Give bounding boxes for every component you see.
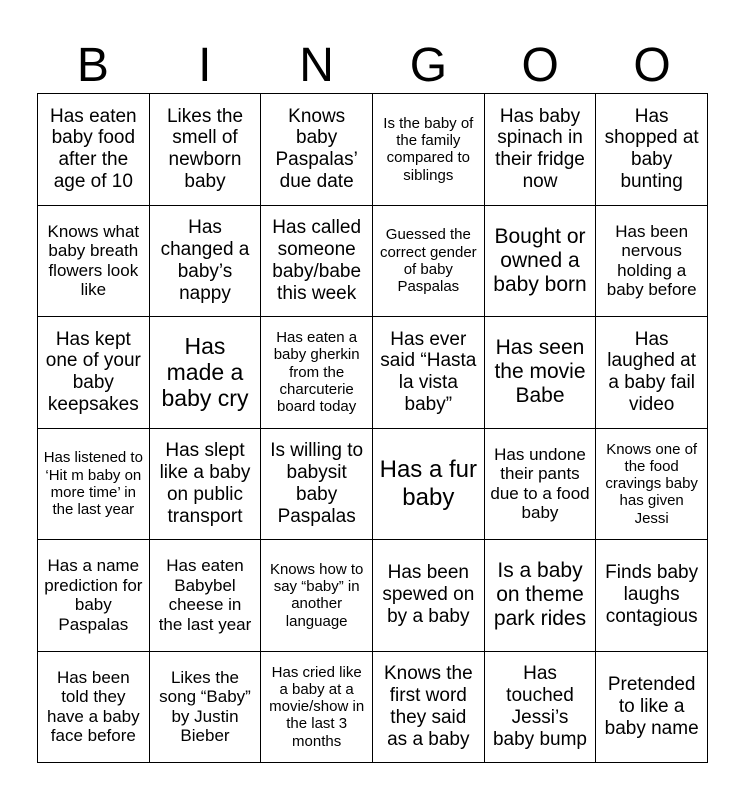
cell-text: Knows what baby breath flowers look like (47, 221, 140, 300)
cell-text: Has slept like a baby on public transport (159, 440, 251, 527)
bingo-cell[interactable] (150, 540, 262, 652)
cell-text: Has seen the movie Babe (494, 336, 586, 408)
bingo-cell[interactable] (38, 429, 150, 541)
cell-text: Has made a baby cry (161, 332, 249, 412)
cell-text: Knows baby Paspalas’ due date (275, 105, 358, 193)
bingo-cell[interactable] (596, 429, 708, 541)
bingo-cell[interactable] (150, 94, 262, 206)
header-letter: B (76, 39, 109, 92)
bingo-cell[interactable] (150, 206, 262, 318)
bingo-cell[interactable] (261, 206, 373, 318)
bingo-cell[interactable] (373, 540, 485, 652)
bingo-cell[interactable] (596, 652, 708, 764)
bingo-cell[interactable] (38, 652, 150, 764)
bingo-cell[interactable] (373, 94, 485, 206)
cell-text: Is willing to babysit baby Paspalas (270, 440, 364, 527)
cell-text: Knows the first word they said as a baby (383, 663, 473, 750)
cell-text: Bought or owned a baby born (493, 224, 587, 296)
bingo-cell[interactable] (596, 206, 708, 318)
bingo-cell[interactable] (373, 429, 485, 541)
bingo-cell[interactable] (485, 429, 597, 541)
cell-text: Likes the smell of newborn baby (166, 105, 244, 193)
cell-text: Has been spewed on by a baby (382, 562, 475, 628)
cell-text: Has touched Jessi’s baby bump (492, 663, 587, 750)
bingo-cell[interactable] (261, 94, 373, 206)
cell-text: Has a name prediction for baby Paspalas (44, 556, 143, 634)
cell-text: Finds baby laughs contagious (605, 562, 699, 628)
cell-text: Is a baby on theme park rides (493, 559, 587, 631)
bingo-cell[interactable] (485, 94, 597, 206)
cell-text: Pretended to like a baby name (604, 673, 699, 739)
cell-text: Has a fur baby (379, 456, 477, 511)
bingo-cell[interactable] (485, 206, 597, 318)
bingo-cell[interactable] (373, 652, 485, 764)
bingo-cell[interactable] (150, 652, 262, 764)
bingo-header (37, 38, 708, 94)
header-letter: I (198, 39, 212, 92)
header-letter: N (299, 39, 334, 92)
cell-text: Is the baby of the family compared to siblings (383, 114, 474, 184)
cell-text: Knows one of the food cravings baby has given Jessi (605, 440, 698, 527)
bingo-cell[interactable] (596, 317, 708, 429)
header-letter: G (409, 39, 448, 92)
bingo-cell[interactable] (596, 94, 708, 206)
bingo-cell[interactable] (485, 652, 597, 764)
bingo-cell[interactable] (261, 540, 373, 652)
bingo-cell[interactable] (38, 206, 150, 318)
bingo-grid (37, 93, 708, 763)
cell-text: Has been told they have a baby face before (47, 667, 140, 746)
header-letter: O (633, 39, 671, 92)
bingo-cell[interactable] (150, 429, 262, 541)
bingo-cell[interactable] (261, 652, 373, 764)
cell-text: Has laughed at a baby fail video (607, 328, 697, 416)
bingo-cell[interactable] (38, 317, 150, 429)
cell-text: Has changed a baby’s nappy (160, 217, 250, 304)
bingo-cell[interactable] (261, 429, 373, 541)
cell-text: Has cried like a baby at a movie/show in the last 3 months (269, 663, 365, 750)
bingo-cell[interactable] (150, 317, 262, 429)
cell-text: Has eaten Babybel cheese in the last year (158, 556, 252, 634)
cell-text: Likes the song “Baby” by Justin Bieber (159, 667, 251, 746)
bingo-cell[interactable] (485, 540, 597, 652)
header-letter: O (521, 39, 559, 92)
bingo-cell[interactable] (38, 540, 150, 652)
cell-text: Has shopped at baby bunting (604, 105, 699, 193)
cell-text: Has eaten a baby gherkin from the charcuterie board today (273, 329, 360, 416)
cell-text: Has called someone baby/babe this week (272, 217, 362, 304)
cell-text: Guessed the correct gender of baby Paspalas (379, 226, 477, 295)
cell-text: Has ever said “Hasta la vista baby” (380, 328, 477, 416)
cell-text: Has listened to ‘Hit m baby on more time’ in the last year (43, 449, 143, 518)
cell-text: Has eaten baby food after the age of 10 (50, 105, 137, 193)
bingo-cell[interactable] (485, 317, 597, 429)
cell-text: Has baby spinach in their fridge now (495, 105, 585, 193)
bingo-cell[interactable] (596, 540, 708, 652)
cell-text: Knows how to say “baby” in another language (269, 560, 364, 630)
bingo-cell[interactable] (373, 206, 485, 318)
bingo-cell[interactable] (261, 317, 373, 429)
cell-text: Has been nervous holding a baby before (606, 221, 697, 300)
cell-text: Has undone their pants due to a food baby (490, 444, 590, 523)
cell-text: Has kept one of your baby keepsakes (45, 328, 141, 416)
bingo-cell[interactable] (38, 94, 150, 206)
bingo-cell[interactable] (373, 317, 485, 429)
